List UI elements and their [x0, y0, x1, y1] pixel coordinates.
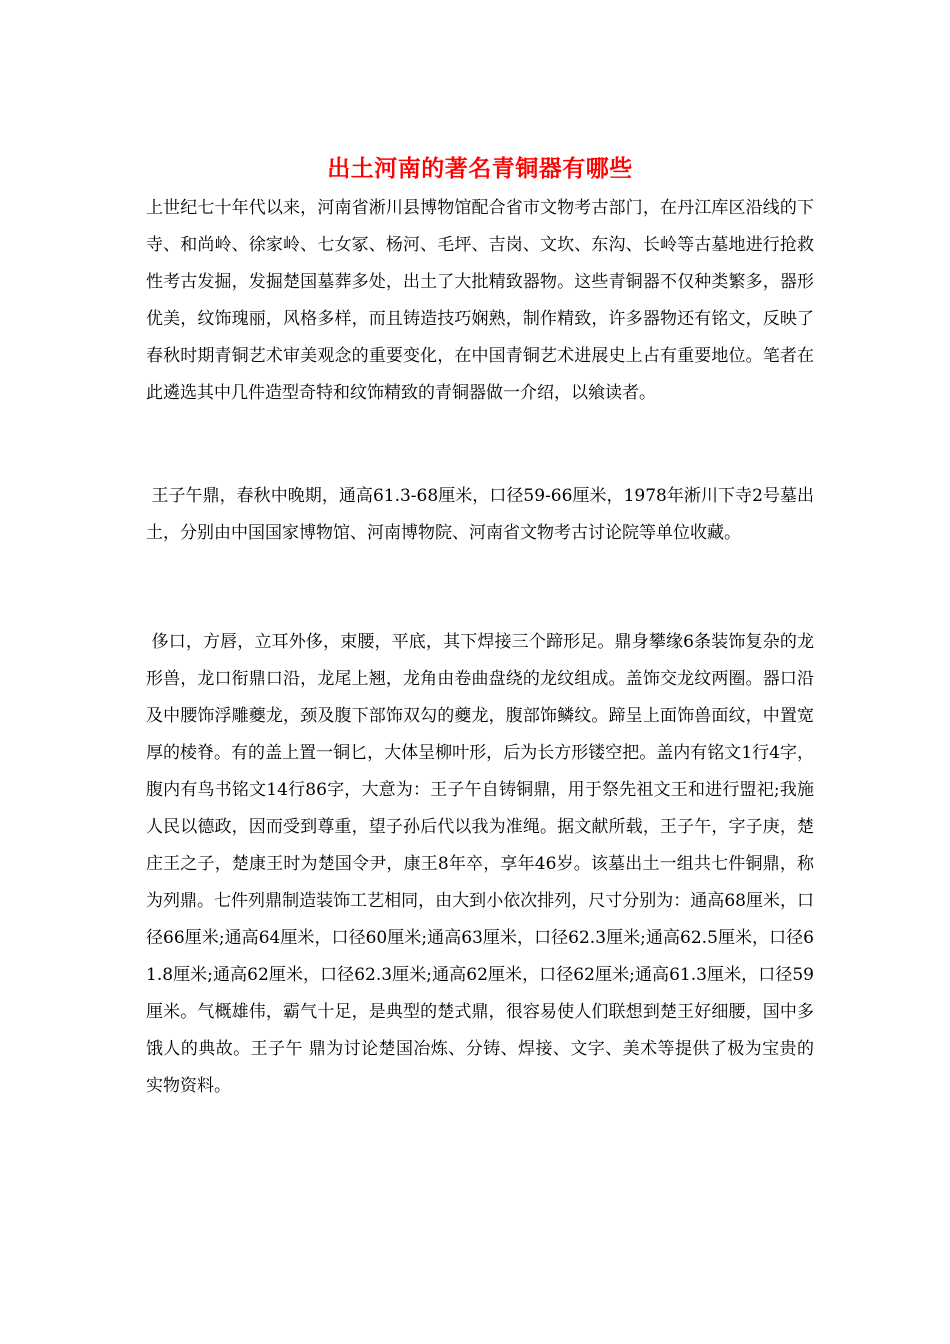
paragraph-spacer	[146, 552, 814, 624]
paragraph-intro: 上世纪七十年代以来，河南省淅川县博物馆配合省市文物考古部门，在丹江库区沿线的下寺、和尚岭、徐家岭、七女冢、杨河、毛坪、吉岗、文坎、东沟、长岭等古墓地进行抢救性考古发掘，发掘楚国墓葬多处，出土了大批精致器物。这些青铜器不仅种类繁多，器形优美，纹饰瑰丽，风格多样，而且铸造技巧娴熟，制作精致，许多器物还有铭文，反映了春秋时期青铜艺术审美观念的重要变化，在中国青铜艺术进展史上占有重要地位。笔者在此遴选其中几件造型奇特和纹饰精致的青铜器做一介绍，以飨读者。	[146, 198, 814, 403]
paragraph-wangziwu-ding-summary: 王子午鼎，春秋中晚期，通高61.3-68厘米，口径59-66厘米，1978年淅川下寺2号墓出土，分别由中国国家博物馆、河南博物院、河南省文物考古讨论院等单位收藏。	[146, 486, 814, 543]
paragraph-spacer	[146, 412, 814, 478]
paragraph-wangziwu-ding-description: 侈口，方唇，立耳外侈，束腰，平底，其下焊接三个蹄形足。鼎身攀缘6条装饰复杂的龙形兽，龙口衔鼎口沿，龙尾上翘，龙角由卷曲盘绕的龙纹组成。盖饰交龙纹两圈。器口沿及中腰饰浮雕夔龙，颈及腹下部饰双勾的夔龙，腹部饰鳞纹。蹄呈上面饰兽面纹，中置宽厚的棱脊。有的盖上置一铜匕，大体呈柳叶形，后为长方形镂空把。盖内有铭文1行4字，腹内有鸟书铭文14行86字，大意为：王子午自铸铜鼎，用于祭先祖文王和进行盟祀;我施人民以德政，因而受到尊重，望子孙后代以我为准绳。据文献所载，王子午，字子庚，楚庄王之子，楚康王时为楚国令尹，康王8年卒，享年46岁。该墓出土一组共七件铜鼎，称为列鼎。七件列鼎制造装饰工艺相同，由大到小依次排列，尺寸分别为：通高68厘米，口径66厘米;通高64厘米，口径60厘米;通高63厘米，口径62.3厘米;通高62.5厘米，口径61.8厘米;通高62厘米，口径62.3厘米;通高62厘米，口径62厘米;通高61.3厘米，口径59厘米。气概雄伟，霸气十足，是典型的楚式鼎，很容易使人们联想到楚王好细腰，国中多饿人的典故。王子午 鼎为讨论楚国冶炼、分铸、焊接、文字、美术等提供了极为宝贵的实物资料。	[146, 632, 814, 1096]
document-title: 出土河南的著名青铜器有哪些	[327, 155, 633, 182]
document-page	[146, 150, 814, 1105]
